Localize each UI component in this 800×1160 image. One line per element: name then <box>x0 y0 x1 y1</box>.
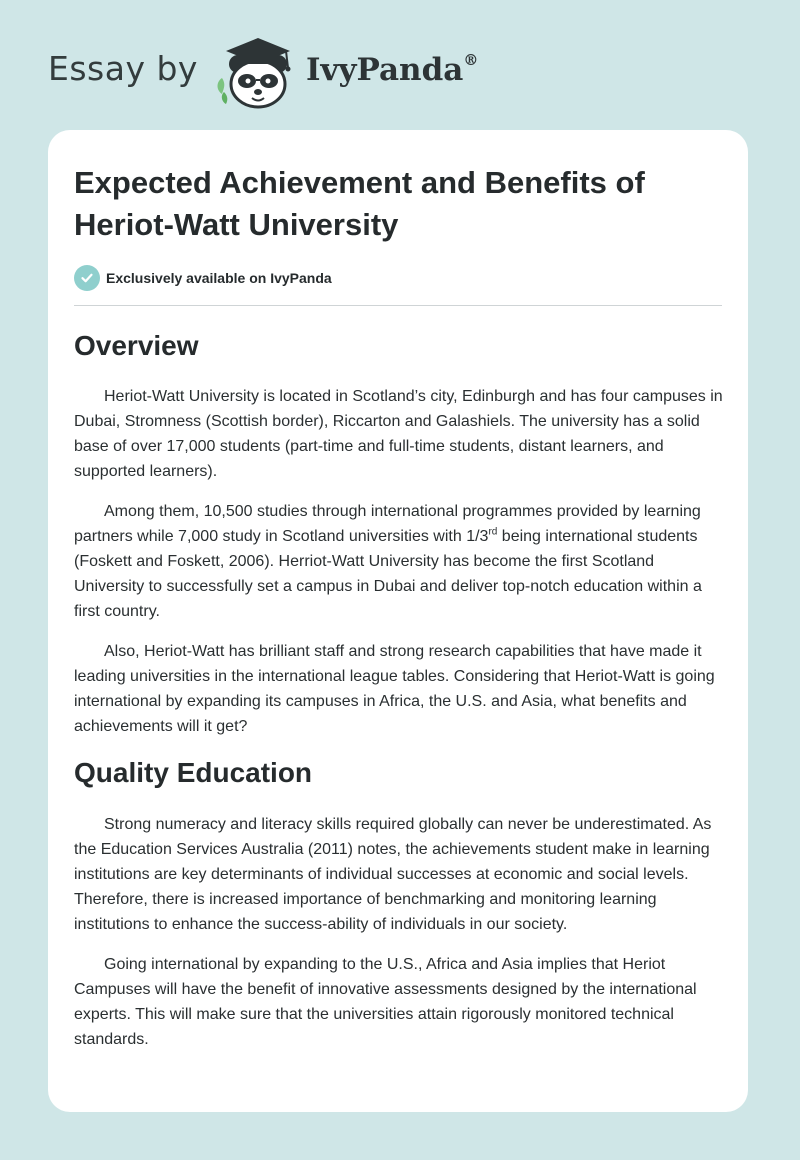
section-heading-overview: Overview <box>74 330 199 361</box>
paragraph: Heriot-Watt University is located in Scotland’s city, Edinburgh and has four campuses in Dubai, Stromness (Scottish border), Riccarton and Galashiels. The university has a solid base of over 17,000 students (part-time and full-time students, distant learners, and supported learners). <box>74 388 723 480</box>
exclusive-badge <box>74 264 722 292</box>
brand-prefix: Essay by <box>48 48 198 88</box>
brand-header <box>48 34 478 110</box>
exclusive-badge-text: Exclusively available on IvyPanda <box>106 270 332 286</box>
ordinal-superscript: rd <box>488 526 498 538</box>
brand-name-text: IvyPanda <box>305 52 464 88</box>
paragraph-text: Among them, 10,500 studies through international programmes provided by learning partners while 7,000 study in Scotland universities with 1/3 <box>74 503 701 545</box>
paragraph: Also, Heriot-Watt has brilliant staff and strong research capabilities that have made it leading universities in the international league tables. Considering that Heriot-Watt is going international by expanding its campuses in Africa, the U.S. and Asia, what benefits and achievements will it get? <box>74 643 715 735</box>
panda-logo-icon[interactable] <box>212 34 304 110</box>
essay-title: Expected Achievement and Benefits of Heriot-Watt University <box>74 165 645 242</box>
registered-mark: ® <box>463 50 479 69</box>
paragraph-text: being international students (Foskett and Foskett, 2006). Herriot-Watt University has become the first Scotland University to successfully set a campus in Dubai and deliver top-notch education within a first country. <box>74 528 702 620</box>
paragraph: Strong numeracy and literacy skills required globally can never be underestimated. As the Education Services Australia (2011) notes, the achievements student make in learning institutions are key determinants of individual successes at economic and social levels. Therefore, there is increased importance of benchmarking and monitoring learning institutions to enhance the success-ability of individuals in our society. <box>74 816 712 933</box>
essay-card <box>48 130 748 1112</box>
brand-name[interactable] <box>306 52 478 88</box>
paragraph: Going international by expanding to the U.S., Africa and Asia implies that Heriot Campuses will have the benefit of innovative assessments designed by the international experts. This will make sure that the universities attain rigorously monitored technical standards. <box>74 956 697 1048</box>
section-heading-quality-education: Quality Education <box>74 757 313 788</box>
paragraph <box>74 499 726 624</box>
title-divider <box>74 305 722 306</box>
check-circle-icon <box>74 265 100 291</box>
